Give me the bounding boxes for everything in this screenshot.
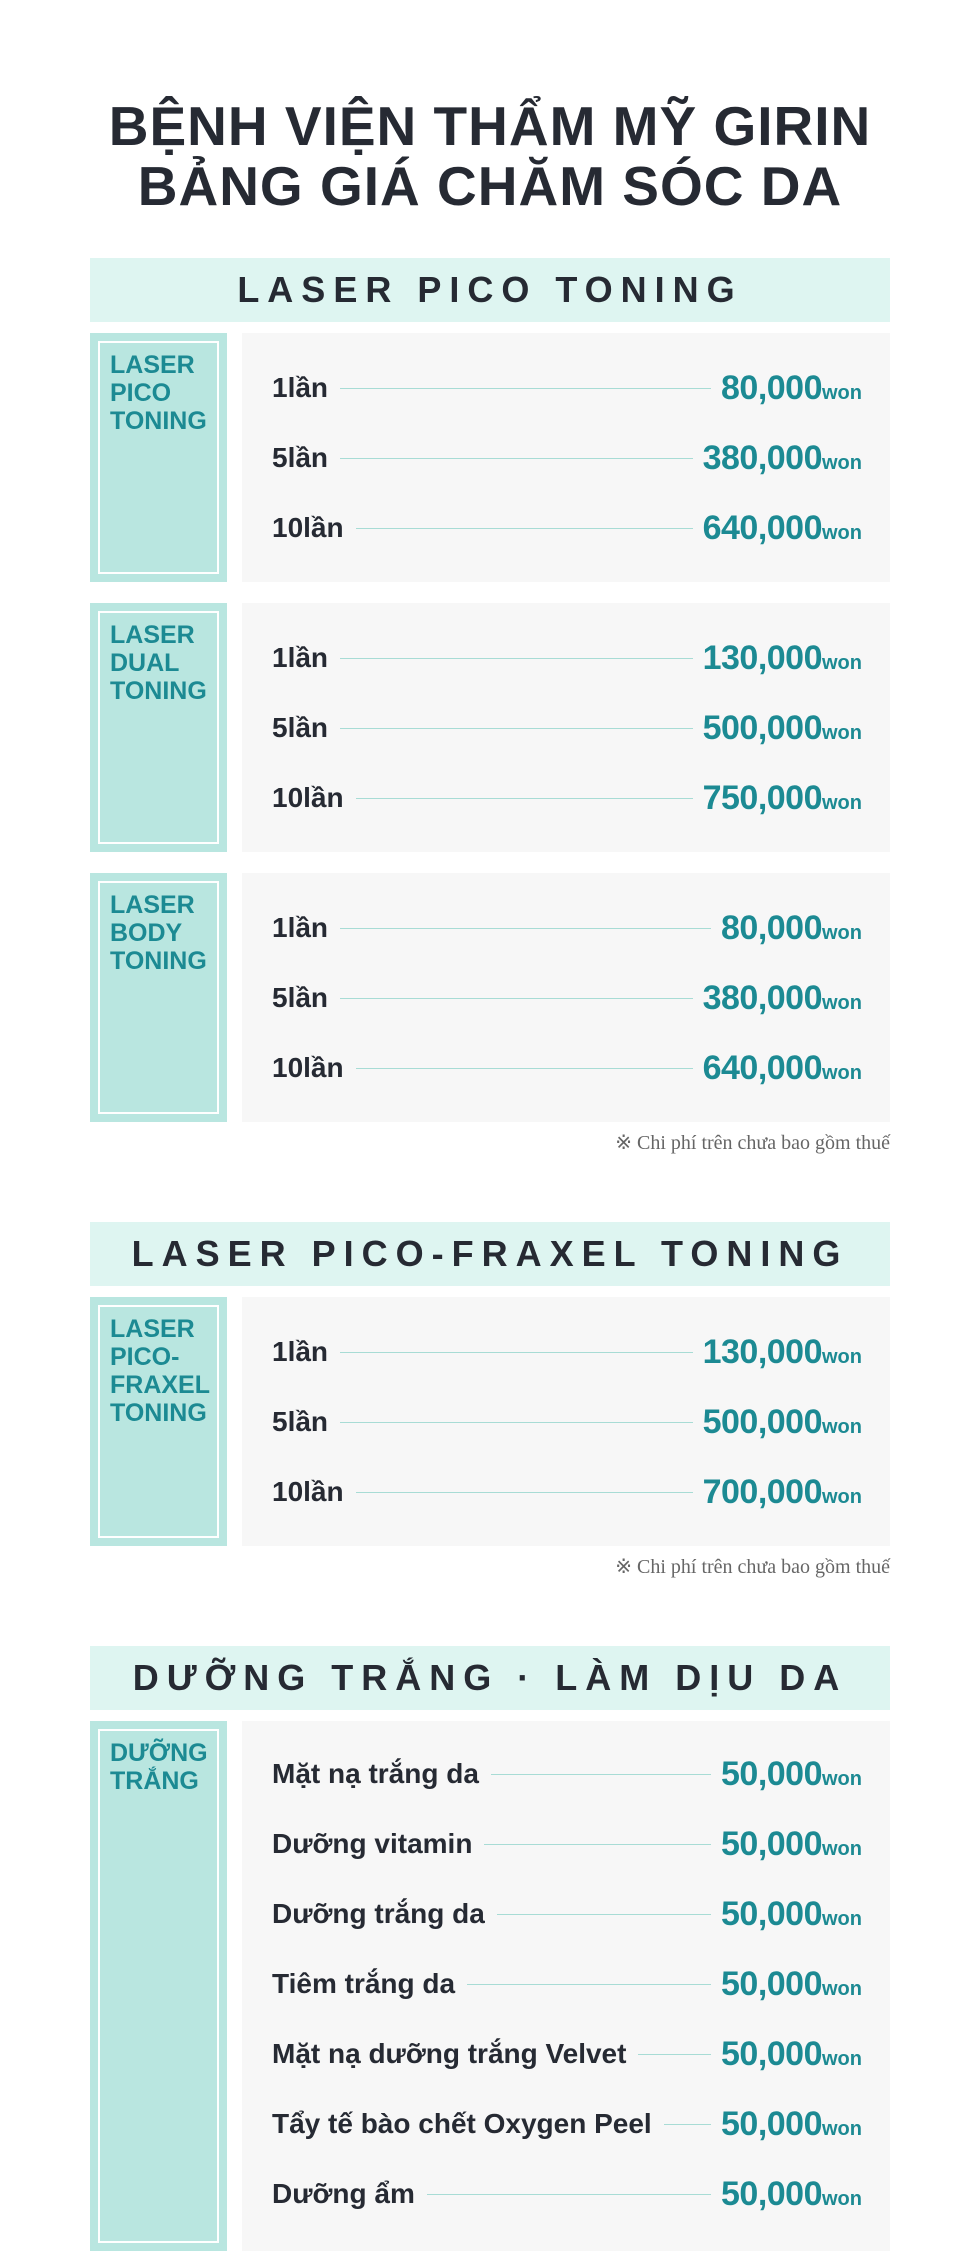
row-name: Tẩy tế bào chết Oxygen Peel	[272, 2108, 652, 2139]
price-unit: won	[822, 1415, 862, 1438]
row-name: 1lần	[272, 372, 329, 403]
leader-line	[356, 1492, 693, 1493]
price-list	[242, 333, 890, 582]
price-row	[272, 2034, 862, 2074]
price-list	[242, 1297, 890, 1546]
leader-line	[340, 1352, 693, 1353]
price-unit: won	[822, 1977, 862, 2000]
leader-line	[491, 1774, 711, 1775]
row-name: Dưỡng trắng da	[272, 1898, 485, 1929]
price-value: 50,000	[721, 1964, 822, 2003]
title-line-1: BỆNH VIỆN THẨM MỸ GIRIN	[108, 95, 872, 157]
price-unit: won	[822, 991, 862, 1014]
price-row	[272, 908, 862, 948]
price-row	[272, 1472, 862, 1512]
price-unit: won	[822, 1485, 862, 1508]
row-name: 1lần	[272, 1336, 329, 1367]
price-unit: won	[822, 451, 862, 474]
price-unit: won	[822, 2187, 862, 2210]
row-name: 10lần	[272, 1052, 344, 1083]
price-value: 640,000	[702, 508, 822, 547]
tax-note: ※ Chi phí trên chưa bao gồm thuế	[615, 1132, 890, 1154]
leader-line	[340, 388, 711, 389]
price-value: 50,000	[721, 1894, 822, 1933]
row-name: 10lần	[272, 1476, 344, 1507]
price-row	[272, 1964, 862, 2004]
leader-line	[340, 458, 693, 459]
price-value: 750,000	[702, 778, 822, 817]
price-unit: won	[822, 2117, 862, 2140]
row-name: Dưỡng vitamin	[272, 1828, 473, 1859]
leader-line	[340, 1422, 693, 1423]
price-unit: won	[822, 721, 862, 744]
group-label: LASER DUAL TONING	[110, 621, 207, 705]
price-unit: won	[822, 1345, 862, 1368]
price-row	[272, 638, 862, 678]
price-value: 50,000	[721, 1824, 822, 1863]
leader-line	[340, 998, 693, 999]
row-name: 10lần	[272, 512, 344, 543]
group-label: LASER PICO TONING	[110, 351, 207, 435]
leader-line	[467, 1984, 711, 1985]
price-list	[242, 1721, 890, 2251]
row-name: Mặt nạ dưỡng trắng Velvet	[272, 2038, 627, 2069]
price-value: 130,000	[702, 638, 822, 677]
group-label-box	[90, 1297, 227, 1546]
group-label: DƯỠNG TRẮNG	[110, 1739, 208, 1795]
row-name: 10lần	[272, 782, 344, 813]
leader-line	[497, 1914, 711, 1915]
leader-line	[664, 2124, 711, 2125]
row-name: 1lần	[272, 642, 329, 673]
leader-line	[484, 1844, 711, 1845]
price-row	[272, 1754, 862, 1794]
leader-line	[340, 658, 693, 659]
price-row	[272, 1332, 862, 1372]
price-row	[272, 978, 862, 1018]
price-value: 700,000	[702, 1472, 822, 1511]
price-value: 50,000	[721, 2174, 822, 2213]
price-unit: won	[822, 2047, 862, 2070]
leader-line	[340, 728, 693, 729]
price-value: 380,000	[702, 978, 822, 1017]
price-unit: won	[822, 791, 862, 814]
price-unit: won	[822, 381, 862, 404]
price-unit: won	[822, 521, 862, 544]
leader-line	[356, 798, 693, 799]
price-row	[272, 1824, 862, 1864]
group-label-box	[90, 1721, 227, 2251]
section-header-pico-fraxel: LASER PICO-FRAXEL TONING	[90, 1222, 890, 1286]
group-label-box	[90, 333, 227, 582]
row-name: 5lần	[272, 442, 329, 473]
row-name: 5lần	[272, 1406, 329, 1437]
price-list	[242, 603, 890, 852]
leader-line	[356, 1068, 693, 1069]
price-list	[242, 873, 890, 1122]
row-name: 5lần	[272, 982, 329, 1013]
price-row	[272, 2174, 862, 2214]
price-unit: won	[822, 1061, 862, 1084]
section-header-whitening: DƯỠNG TRẮNG · LÀM DỊU DA	[90, 1646, 890, 1710]
price-value: 50,000	[721, 1754, 822, 1793]
price-value: 50,000	[721, 2034, 822, 2073]
price-row	[272, 778, 862, 818]
price-value: 640,000	[702, 1048, 822, 1087]
price-value: 50,000	[721, 2104, 822, 2143]
price-row	[272, 368, 862, 408]
price-row	[272, 2104, 862, 2144]
price-row	[272, 1048, 862, 1088]
price-row	[272, 508, 862, 548]
price-value: 80,000	[721, 368, 822, 407]
group-label-box	[90, 873, 227, 1122]
row-name: Mặt nạ trắng da	[272, 1758, 479, 1789]
leader-line	[340, 928, 711, 929]
leader-line	[638, 2054, 711, 2055]
price-unit: won	[822, 1767, 862, 1790]
leader-line	[356, 528, 693, 529]
price-value: 130,000	[702, 1332, 822, 1371]
group-label: LASER BODY TONING	[110, 891, 207, 975]
price-unit: won	[822, 651, 862, 674]
row-name: Dưỡng ẩm	[272, 2178, 415, 2209]
price-row	[272, 438, 862, 478]
row-name: 5lần	[272, 712, 329, 743]
tax-note: ※ Chi phí trên chưa bao gồm thuế	[615, 1556, 890, 1578]
price-value: 500,000	[702, 708, 822, 747]
leader-line	[427, 2194, 711, 2195]
price-row	[272, 1402, 862, 1442]
price-row	[272, 1894, 862, 1934]
title-line-2: BẢNG GIÁ CHĂM SÓC DA	[137, 155, 843, 217]
section-header-pico-toning: LASER PICO TONING	[90, 258, 890, 322]
price-value: 500,000	[702, 1402, 822, 1441]
price-value: 380,000	[702, 438, 822, 477]
row-name: 1lần	[272, 912, 329, 943]
price-row	[272, 708, 862, 748]
group-label: LASER PICO- FRAXEL TONING	[110, 1315, 210, 1427]
page-title	[0, 96, 980, 216]
price-unit: won	[822, 1837, 862, 1860]
price-value: 80,000	[721, 908, 822, 947]
group-label-box	[90, 603, 227, 852]
price-unit: won	[822, 921, 862, 944]
price-unit: won	[822, 1907, 862, 1930]
row-name: Tiêm trắng da	[272, 1968, 456, 1999]
